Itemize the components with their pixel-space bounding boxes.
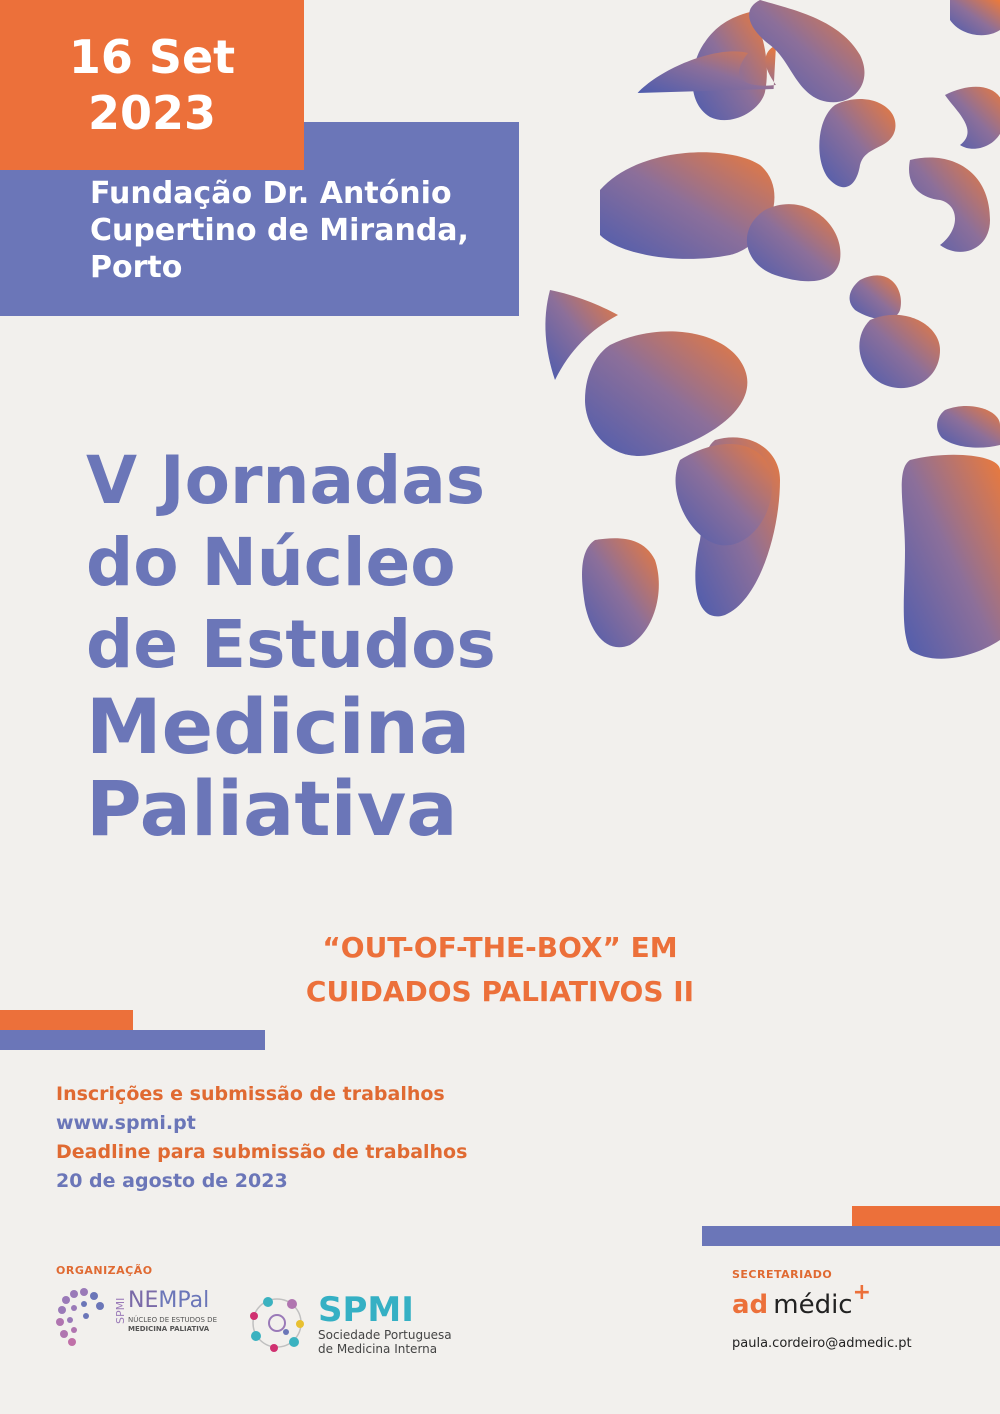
event-date-year: 2023 xyxy=(87,86,217,140)
event-title xyxy=(86,440,496,853)
event-subtitle xyxy=(200,926,800,1014)
event-date-day: 16 Set xyxy=(68,30,236,84)
title-line-2: do Núcleo xyxy=(86,524,456,601)
title-line-5: Paliativa xyxy=(86,764,458,853)
spmi-sub-1: Sociedade Portuguesa xyxy=(318,1328,452,1342)
nempal-logo-icon xyxy=(56,1288,108,1348)
venue-line-2: Cupertino de Miranda, xyxy=(90,213,469,248)
nempal-sub-2: MEDICINA PALIATIVA xyxy=(128,1325,210,1333)
orange-stripe-left xyxy=(0,1010,133,1030)
decorative-blob-pattern xyxy=(530,0,1000,670)
nempal-sub-1: NÚCLEO DE ESTUDOS DE xyxy=(128,1316,217,1324)
deadline-label: Deadline para submissão de trabalhos xyxy=(56,1141,468,1163)
title-line-1: V Jornadas xyxy=(86,442,486,519)
spmi-logo-icon xyxy=(246,1292,308,1354)
blue-stripe-left xyxy=(0,1030,265,1050)
secretariat-label: SECRETARIADO xyxy=(732,1268,833,1281)
admedic-brand-medic: médic xyxy=(773,1290,853,1320)
secretariat-email[interactable]: paula.cordeiro@admedic.pt xyxy=(732,1336,912,1351)
admedic-plus-icon: + xyxy=(852,1280,872,1305)
registration-link[interactable]: www.spmi.pt xyxy=(56,1112,196,1134)
nempal-name-ne: NE xyxy=(128,1288,159,1313)
registration-label: Inscrições e submissão de trabalhos xyxy=(56,1083,445,1105)
nempal-logo xyxy=(56,1286,236,1350)
event-date-box xyxy=(0,0,304,170)
subtitle-line-1: “OUT-OF-THE-BOX” EM xyxy=(322,931,678,964)
info-block xyxy=(56,1080,467,1196)
venue-line-1: Fundação Dr. António xyxy=(90,176,452,211)
organization-label: ORGANIZAÇÃO xyxy=(56,1264,153,1277)
nempal-side-text: SPMI xyxy=(114,1297,127,1324)
venue-line-3: Porto xyxy=(90,250,183,285)
spmi-sub-2: de Medicina Interna xyxy=(318,1342,438,1356)
subtitle-line-2: CUIDADOS PALIATIVOS II xyxy=(305,975,695,1008)
spmi-name: SPMI xyxy=(318,1290,414,1330)
blue-stripe-right xyxy=(702,1226,1000,1246)
nempal-name-mpal: MPal xyxy=(158,1288,210,1313)
title-line-4: Medicina xyxy=(86,682,471,771)
title-line-3: de Estudos xyxy=(86,606,496,683)
deadline-date: 20 de agosto de 2023 xyxy=(56,1170,288,1192)
spmi-logo xyxy=(246,1290,452,1356)
orange-stripe-right xyxy=(852,1206,1000,1226)
admedic-brand-ad: ad xyxy=(732,1290,769,1320)
admedic-logo xyxy=(732,1280,872,1320)
